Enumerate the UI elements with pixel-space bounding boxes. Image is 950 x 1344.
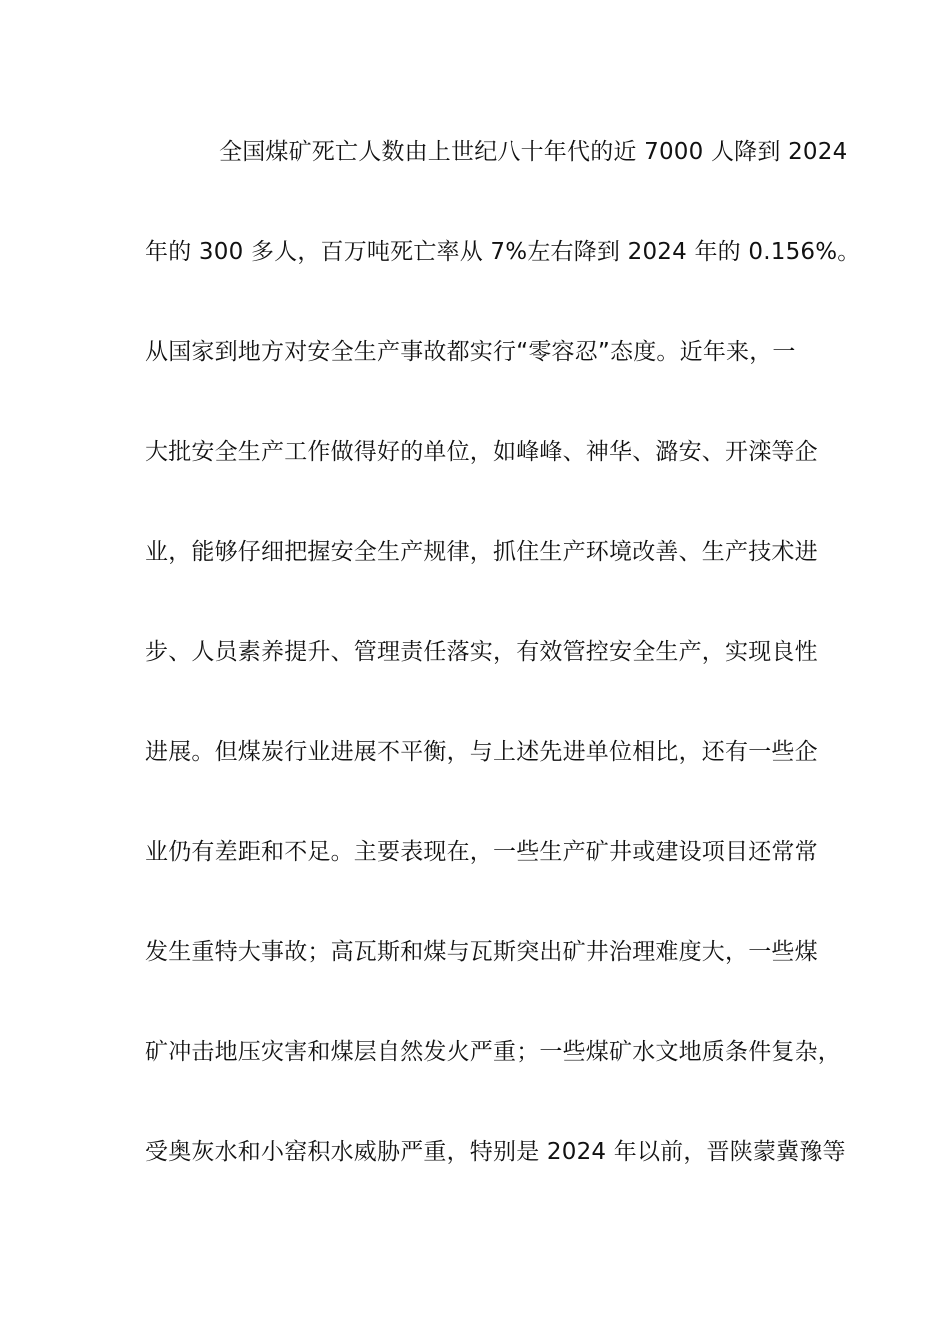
- paragraph-line-5: 业，能够仔细把握安全生产规律，抓住生产环境改善、生产技术进: [145, 539, 818, 565]
- paragraph-line-3: 从国家到地方对安全生产事故都实行“零容忍”态度。近年来，一: [145, 339, 796, 365]
- paragraph-line-8: 业仍有差距和不足。主要表现在，一些生产矿井或建设项目还常常: [145, 839, 818, 865]
- paragraph-line-4: 大批安全生产工作做得好的单位，如峰峰、神华、潞安、开滦等企: [145, 439, 818, 465]
- paragraph-line-11: 受奥灰水和小窑积水威胁严重，特别是 2024 年以前，晋陕蒙冀豫等: [145, 1139, 846, 1165]
- paragraph-line-7: 进展。但煤炭行业进展不平衡，与上述先进单位相比，还有一些企: [145, 739, 818, 765]
- paragraph-line-6: 步、人员素养提升、管理责任落实，有效管控安全生产，实现良性: [145, 639, 818, 665]
- paragraph-line-9: 发生重特大事故；高瓦斯和煤与瓦斯突出矿井治理难度大，一些煤: [145, 939, 818, 965]
- paragraph-line-1: 全国煤矿死亡人数由上世纪八十年代的近 7000 人降到 2024: [219, 139, 848, 165]
- paragraph-line-10: 矿冲击地压灾害和煤层自然发火严重；一些煤矿水文地质条件复杂，: [145, 1039, 841, 1065]
- paragraph-line-2: 年的 300 多人，百万吨死亡率从 7%左右降到 2024 年的 0.156%。: [145, 239, 861, 265]
